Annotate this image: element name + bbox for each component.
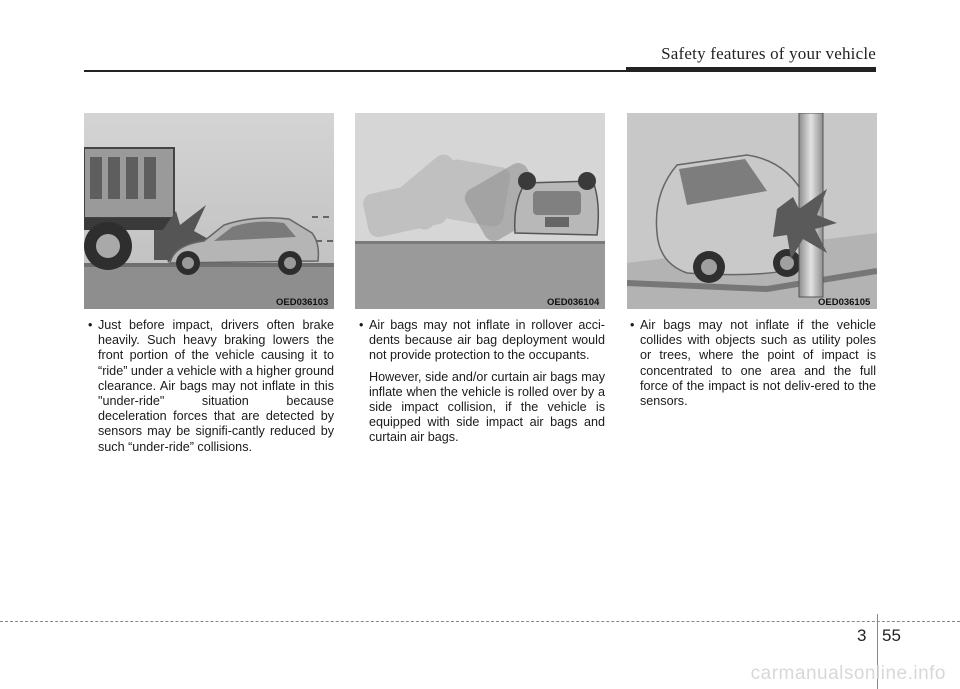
header-section-title: Safety features of your vehicle [661,44,876,63]
figure-caption-3: OED036105 [818,297,871,308]
column-3-text [626,318,876,409]
bullet-text: Air bags may not inflate if the vehicle collides with objects such as utility poles or trees, where the point of impact is concentrated to one area and the full force of the impact is not deliv-ered to the sensors. [640,318,876,409]
chapter-number: 3 [857,626,867,645]
page-number: 55 [882,626,901,645]
watermark: carmanualsonline.info [750,663,946,684]
bullet-text: Air bags may not inflate in rollover acci-dents because air bag deployment would not provide protection to the occupants. [369,318,605,363]
bullet-text: Just before impact, drivers often brake heavily. Such heavy braking lowers the front portion of the vehicle causing it to “ride” under a vehicle with a higher ground clearance. Air bags may not inflate in this "under-ride" situation because deceleration forces that are detected by sensors may be signifi-cantly reduced by such “under-ride” collisions. [98,318,334,454]
bullet-dot: • [359,318,364,332]
figure-caption-2: OED036104 [547,297,600,308]
column-1-text [84,318,334,455]
figure-under-ride [84,113,334,309]
bullet-dot: • [630,318,635,332]
bullet-under-ride [84,318,334,455]
footer-dashed-rule [0,621,960,622]
bullet-rollover [355,318,605,364]
figure-caption-1: OED036103 [276,297,329,308]
bullet-dot: • [88,318,93,332]
bullet-pole-impact [626,318,876,409]
paragraph-side-curtain: However, side and/or curtain air bags may inflate when the vehicle is rolled over by a side impact collision, if the vehicle is equipped with side impact air bags and curtain air bags. [369,369,605,445]
figure-pole-impact [627,113,877,309]
column-2-text [355,318,605,446]
header-rule [84,70,876,72]
figure-rollover [355,113,605,309]
